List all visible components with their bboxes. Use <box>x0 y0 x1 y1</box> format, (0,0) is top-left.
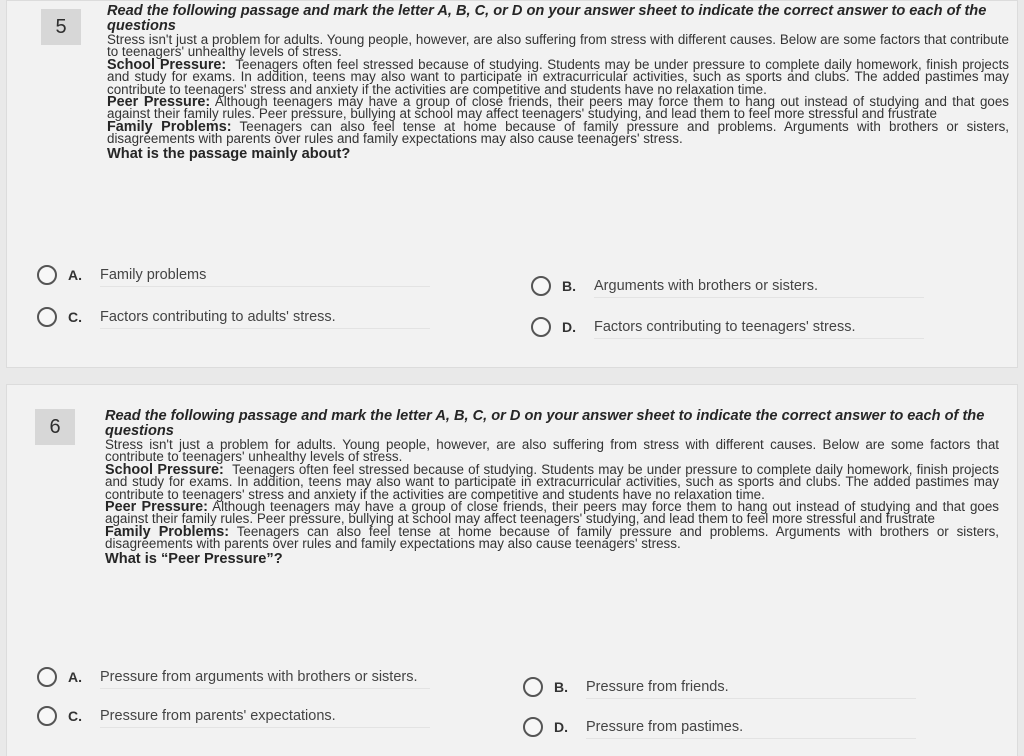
question-text: What is the passage mainly about? <box>107 145 351 162</box>
option-a[interactable] <box>37 665 430 689</box>
peer-pressure-text: Although teenagers may have a group of close friends, their peers may force them to hang out instead of studying and that goes against their family rules. Peer pressure, bullying at school may affect teenagers' studying, and lead them to feel more stressful and frustrate <box>105 499 1000 527</box>
peer-pressure-heading: Peer Pressure: <box>105 499 208 516</box>
option-b[interactable] <box>523 675 916 699</box>
peer-pressure-heading: Peer Pressure: <box>107 94 211 111</box>
option-text: Arguments with brothers or sisters. <box>594 275 924 298</box>
peer-pressure-paragraph <box>107 96 1009 121</box>
school-pressure-text: Teenagers often feel stressed because of studying. Students may be under pressure to complete daily homework, finish projects and study for exams. In addition, teens may also want to participate in extracurricular activities, such as sports and clubs. The added pastimes may contribute to teenagers' stress and anxiety if the activities are competitive and students have no relaxation time. <box>107 56 1009 97</box>
family-problems-text: Teenagers can also feel tense at home because of family pressure and problems. Arguments with brothers or sisters, disagreements with parents over rules and family expectations may also cause teenagers' stress. <box>107 118 1010 147</box>
radio-button[interactable] <box>523 717 543 737</box>
radio-button[interactable] <box>37 265 57 285</box>
school-pressure-heading: School Pressure: <box>105 461 224 478</box>
peer-pressure-text: Although teenagers may have a group of close friends, their peers may force them to hang out instead of studying and that goes against their family rules. Peer pressure, bullying at school may affect teenagers' studying, and lead them to feel more stressful and frustrate <box>107 94 1009 122</box>
school-pressure-paragraph <box>107 56 1009 97</box>
option-letter: A. <box>68 669 82 685</box>
question-card-5 <box>6 0 1018 368</box>
option-a[interactable] <box>37 263 430 287</box>
question-text: What is “Peer Pressure”? <box>105 550 283 567</box>
option-d[interactable] <box>531 315 924 339</box>
school-pressure-text: Teenagers often feel stressed because of studying. Students may be under pressure to complete daily homework, finish projects and study for exams. In addition, teens may also want to participate in extracurricular activities, such as sports and clubs. The added pastimes may contribute to teenagers' stress and anxiety if the activities are competitive and students have no relaxation time. <box>105 461 999 502</box>
family-problems-text: Teenagers can also feel tense at home because of family pressure and problems. Arguments with brothers or sisters, disagreements with parents over rules and family expectations may also cause teenagers' stress. <box>105 523 999 552</box>
family-problems-heading: Family Problems: <box>105 523 230 540</box>
option-d[interactable] <box>523 715 916 739</box>
option-letter: C. <box>68 708 82 724</box>
instruction-text: Read the following passage and mark the letter A, B, C, or D on your answer sheet to indicate the correct answer to each of the questions <box>105 408 985 439</box>
question-passage <box>105 409 999 567</box>
radio-button[interactable] <box>531 276 551 296</box>
option-text: Pressure from parents' expectations. <box>100 705 430 728</box>
radio-button[interactable] <box>37 307 57 327</box>
intro-text: Stress isn't just a problem for adults. Young people, however, are also suffering from stress with different causes. Below are some factors that contribute to teenagers' unhealthy levels of stress. <box>105 437 999 465</box>
radio-button[interactable] <box>37 706 57 726</box>
family-problems-paragraph <box>107 118 1010 147</box>
option-letter: D. <box>562 319 576 335</box>
option-letter: A. <box>68 267 82 283</box>
question-card-6 <box>6 384 1018 756</box>
option-b[interactable] <box>531 274 924 298</box>
option-c[interactable] <box>37 704 430 728</box>
peer-pressure-paragraph <box>105 501 999 526</box>
option-text: Pressure from arguments with brothers or sisters. <box>100 666 430 689</box>
intro-text: Stress isn't just a problem for adults. Young people, however, are also suffering from stress with different causes. Below are some factors that contribute to teenagers' unhealthy levels of stress. <box>107 32 1009 60</box>
option-letter: C. <box>68 309 82 325</box>
school-pressure-paragraph <box>105 461 999 502</box>
family-problems-paragraph <box>105 523 999 552</box>
option-letter: D. <box>554 719 568 735</box>
question-number: 6 <box>35 409 75 445</box>
instruction-text: Read the following passage and mark the letter A, B, C, or D on your answer sheet to indicate the correct answer to each of the questions <box>107 3 987 34</box>
school-pressure-heading: School Pressure: <box>107 56 227 73</box>
option-c[interactable] <box>37 305 430 329</box>
question-number: 5 <box>41 9 81 45</box>
question-passage <box>107 4 1009 162</box>
radio-button[interactable] <box>531 317 551 337</box>
family-problems-heading: Family Problems: <box>107 118 232 135</box>
option-text: Pressure from pastimes. <box>586 716 916 739</box>
radio-button[interactable] <box>37 667 57 687</box>
option-text: Pressure from friends. <box>586 676 916 699</box>
option-text: Factors contributing to adults' stress. <box>100 306 430 329</box>
radio-button[interactable] <box>523 677 543 697</box>
option-text: Family problems <box>100 264 430 287</box>
option-text: Factors contributing to teenagers' stress. <box>594 316 924 339</box>
option-letter: B. <box>554 679 568 695</box>
option-letter: B. <box>562 278 576 294</box>
